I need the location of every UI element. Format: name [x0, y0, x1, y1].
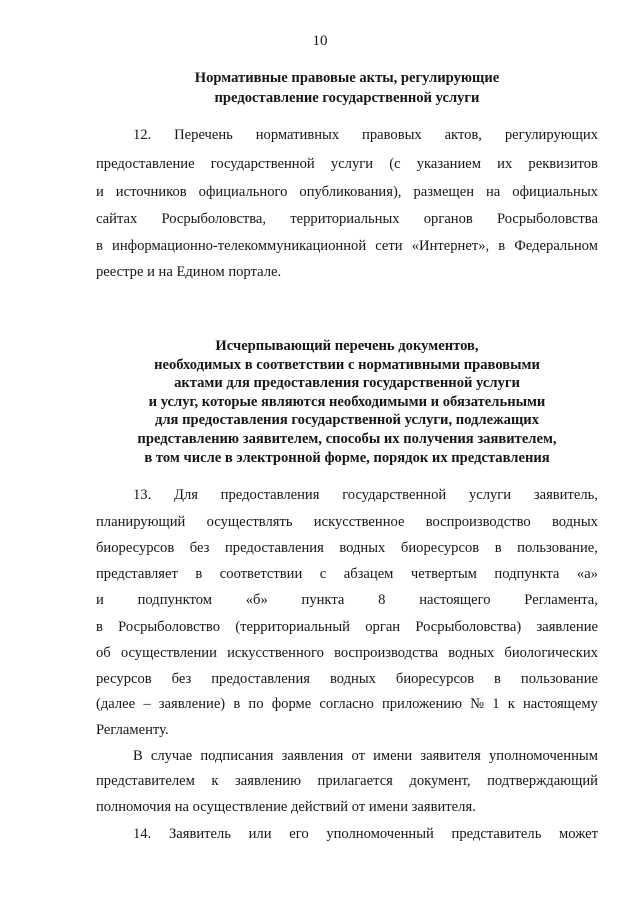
word: государственной [210, 156, 315, 172]
word: размещен [413, 184, 475, 200]
word: осуществлять [206, 514, 293, 530]
word: пользование, [517, 540, 598, 556]
word: опубликования), [299, 184, 402, 200]
heading-line: и услуг, которые являются необходимыми и обязательными [148, 393, 546, 410]
word: источников [115, 184, 187, 200]
para13b-line [96, 772, 598, 790]
word: и [96, 184, 104, 200]
word: заявитель, [533, 487, 598, 503]
heading-line: необходимых в соответствии с нормативными правовыми [154, 356, 540, 373]
word: В [133, 748, 143, 764]
word: представитель [451, 826, 542, 842]
word: заявление [536, 619, 598, 635]
word: без [189, 540, 210, 556]
word: к [211, 773, 219, 789]
para13b-line [96, 747, 598, 765]
word: может [559, 826, 598, 842]
heading-line: предоставление государственной услуги [214, 89, 480, 106]
heading-line: Исчерпывающий перечень документов, [215, 338, 479, 354]
word: актов, [444, 127, 482, 143]
word: (далее [96, 696, 136, 712]
word: представителем [96, 773, 195, 789]
word: прилагается [317, 773, 393, 789]
word: четвертым [410, 566, 477, 582]
para13-line [96, 644, 598, 662]
word: биологических [504, 645, 598, 661]
word: уполномоченным [488, 748, 598, 764]
word: водных [551, 514, 598, 530]
word: к [507, 696, 515, 712]
word: биоресурсов [400, 540, 480, 556]
word: пункта [301, 592, 345, 608]
word: осуществлении [120, 645, 217, 661]
word: в [96, 238, 103, 254]
word: об [96, 645, 111, 661]
word: воспроизводства [334, 645, 439, 661]
word: указанием [416, 156, 481, 172]
word: согласно [319, 696, 374, 712]
word: заявления [281, 748, 344, 764]
word: воспроизводство [425, 514, 531, 530]
word: подпунктом [137, 592, 212, 608]
word: водных [448, 645, 495, 661]
word: Федеральном [514, 238, 598, 254]
word: – [143, 696, 151, 712]
heading-line: представлению заявителем, способы их получения заявителем, [137, 430, 557, 447]
word: Для [173, 487, 198, 503]
para13-line [96, 486, 598, 504]
word: заявлению [235, 773, 301, 789]
heading-line: Нормативные правовые акты, регулирующие [194, 70, 500, 86]
word: 12. [133, 127, 152, 143]
word: по [248, 696, 264, 712]
word: подпункта [494, 566, 560, 582]
word: «а» [576, 566, 598, 582]
para12-line [96, 210, 598, 228]
word: 13. [133, 487, 152, 503]
word: искусственного [227, 645, 324, 661]
word: «Интернет», [411, 238, 490, 254]
word: (с [389, 156, 401, 172]
word: Перечень [174, 127, 233, 143]
word: в [494, 540, 502, 556]
word: сети [375, 238, 403, 254]
word: 1 [492, 696, 500, 712]
word: с [319, 566, 327, 582]
heading-line: в том числе в электронной форме, порядок их представления [144, 449, 550, 466]
para13-line [96, 591, 598, 609]
para13-line [96, 695, 598, 713]
word: официальных [512, 184, 598, 200]
word: уполномоченный [326, 826, 434, 842]
heading-line: для предоставления государственной услуги, подлежащих [154, 412, 539, 429]
word: Росрыболовства) [415, 619, 522, 635]
word: территориальных [290, 211, 400, 227]
word: водных [329, 671, 376, 687]
word: настоящему [523, 696, 598, 712]
para13-line [96, 565, 598, 583]
para13-line [96, 618, 598, 636]
para12-line: реестре и на Едином портале. [96, 264, 282, 280]
para12-line [96, 183, 598, 201]
word: искусственное [313, 514, 405, 530]
para12-line [96, 126, 598, 144]
word: органов [423, 211, 473, 227]
word: на [486, 184, 501, 200]
word: ресурсов [96, 671, 152, 687]
word: подписания [200, 748, 274, 764]
section-heading-required-documents [96, 337, 598, 467]
word: информационно-телекоммуникационной [112, 238, 367, 254]
word: в [494, 671, 501, 687]
word: № [470, 696, 485, 712]
para13-line: Регламенту. [96, 722, 169, 738]
word: предоставление [96, 156, 195, 172]
word: биоресурсов [96, 540, 175, 556]
word: их [497, 156, 513, 172]
word: заявителя [420, 748, 481, 764]
word: абзацем [343, 566, 394, 582]
word: подтверждающий [487, 773, 598, 789]
word: Росрыболовства [497, 211, 598, 227]
para13b-line: полномочия на осуществление действий от имени заявителя. [96, 799, 476, 815]
word: настоящего [419, 592, 491, 608]
word: правовых [362, 127, 422, 143]
para12-line [96, 155, 598, 173]
word: сайтах [96, 211, 138, 227]
word: в [96, 619, 103, 635]
word: орган [365, 619, 401, 635]
word: регулирующих [504, 127, 598, 143]
word: случае [150, 748, 193, 764]
word: Заявитель [168, 826, 231, 842]
word: (территориальный [235, 619, 350, 635]
word: в [233, 696, 241, 712]
word: предоставления [220, 487, 320, 503]
word: пользование [520, 671, 598, 687]
word: водных [339, 540, 386, 556]
word: официального [198, 184, 288, 200]
word: предоставления [211, 671, 310, 687]
word: в [195, 566, 203, 582]
page-number: 10 [312, 33, 328, 49]
word: представляет [96, 566, 178, 582]
word: предоставления [225, 540, 324, 556]
word: форме [271, 696, 312, 712]
word: в [498, 238, 506, 254]
word: без [171, 671, 192, 687]
word: документ, [409, 773, 471, 789]
para13-line [96, 539, 598, 557]
para12-line [96, 237, 598, 255]
heading-line: актами для предоставления государственной услуги [174, 375, 520, 392]
word: услуги [330, 156, 374, 172]
para13-line [96, 670, 598, 688]
word: Росрыболовство [118, 619, 221, 635]
word: соответствии [219, 566, 303, 582]
word: 14. [133, 826, 152, 842]
word: приложению [381, 696, 462, 712]
word: от [351, 748, 365, 764]
word: государственной [342, 487, 447, 503]
word: или [248, 826, 272, 842]
word: «б» [245, 592, 268, 608]
word: 8 [378, 592, 386, 608]
word: нормативных [255, 127, 340, 143]
word: реквизитов [528, 156, 598, 172]
word: услуги [468, 487, 512, 503]
word: Регламента, [524, 592, 598, 608]
word: его [289, 826, 309, 842]
word: заявление) [158, 696, 226, 712]
para13-line [96, 513, 598, 531]
word: имени [373, 748, 413, 764]
word: биоресурсов [395, 671, 475, 687]
word: и [96, 592, 104, 608]
word: Росрыболовства, [161, 211, 267, 227]
section-heading-normative-acts [96, 69, 598, 108]
word: планирующий [96, 514, 186, 530]
para14-line [96, 825, 598, 843]
